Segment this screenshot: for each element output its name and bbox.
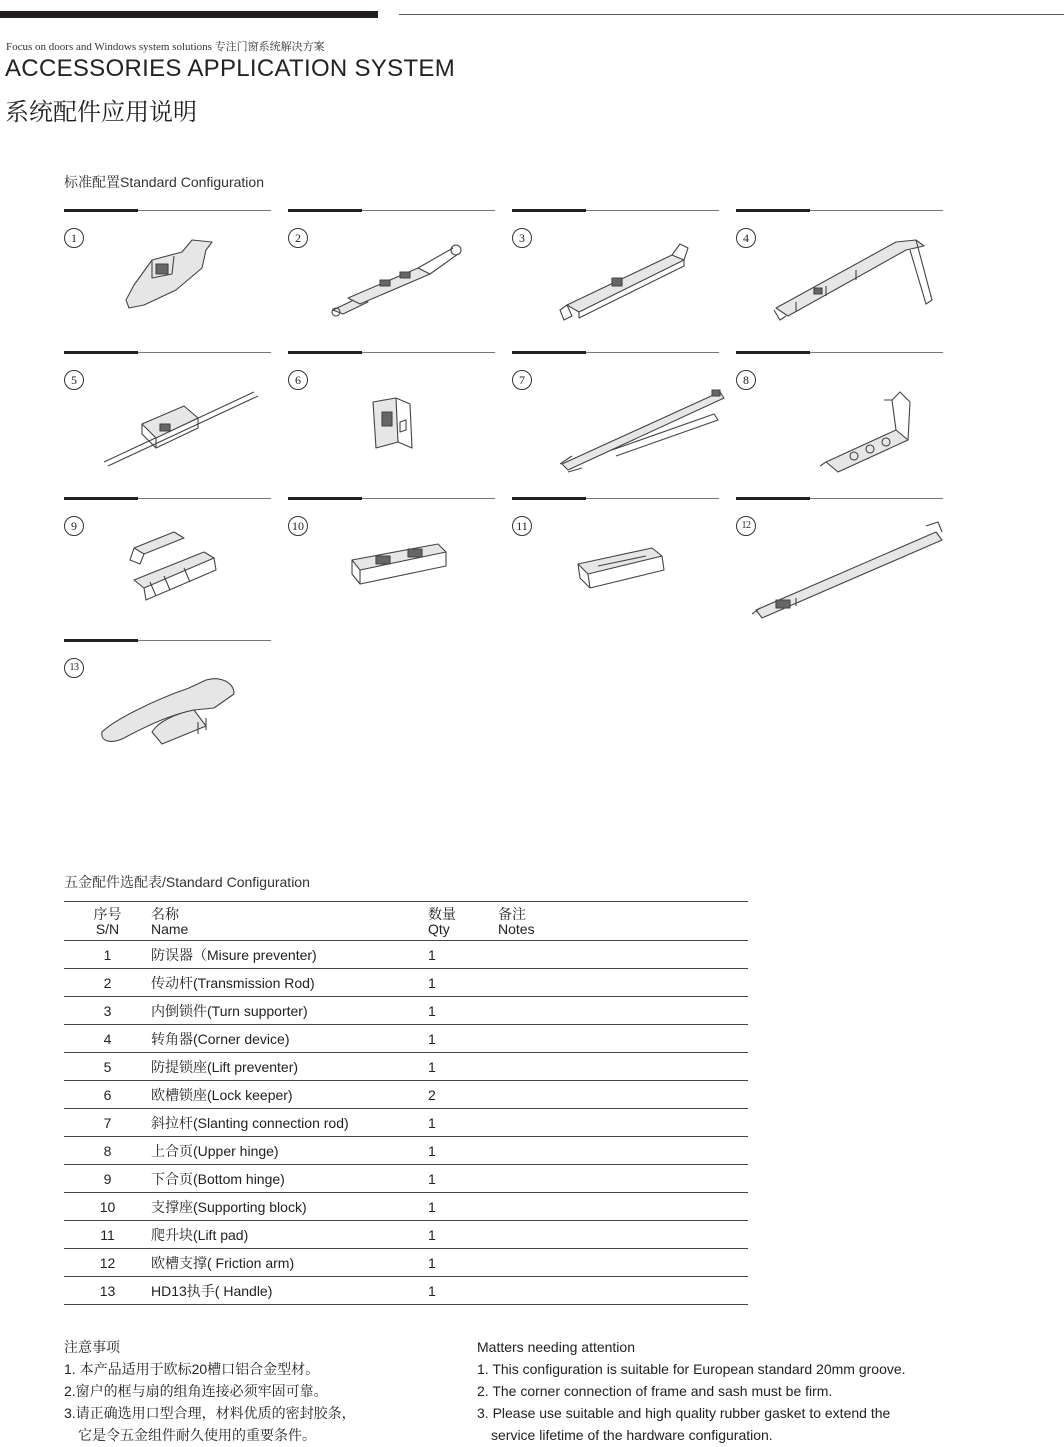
part-number-1: 1 [64,228,84,248]
slanting-connection-rod-illustration [542,372,712,472]
table-header-row [64,902,748,941]
gallery-label: 标准配置Standard Configuration [64,174,264,190]
table-row: 6 欧槽锁座(Lock keeper) 2 [64,1081,748,1109]
table-row: 8 上合页(Upper hinge) 1 [64,1137,748,1165]
part-number-12: 12 [736,516,756,536]
notes-en-title: Matters needing attention [477,1339,635,1355]
notes-en-line: service lifetime of the hardware configuration. [491,1427,773,1443]
part-cell-9 [64,498,271,628]
table-label: 五金配件选配表/Standard Configuration [64,874,310,890]
table-row: 4 转角器(Corner device) 1 [64,1025,748,1053]
corner-device-illustration [766,230,936,330]
notes-cn-title: 注意事项 [64,1339,120,1355]
part-cell-8 [736,352,943,482]
header-sn: 序号 S/N [93,906,122,937]
handle-illustration [94,660,264,760]
part-cell-10 [288,498,495,628]
upper-hinge-illustration [766,372,936,472]
header-thick-rule [0,11,378,18]
part-number-7: 7 [512,370,532,390]
part-number-3: 3 [512,228,532,248]
part-cell-7 [512,352,719,482]
misure-preventer-illustration [94,230,264,330]
table-row: 13 HD13执手( Handle) 1 [64,1277,748,1305]
part-cell-4 [736,210,943,340]
part-number-11: 11 [512,516,532,536]
notes-cn-line: 它是令五金组件耐久使用的重要条件。 [78,1427,316,1443]
turn-supporter-illustration [542,230,712,330]
lift-pad-illustration [542,518,712,618]
notes-cn [64,1336,356,1446]
table-row: 11 爬升块(Lift pad) 1 [64,1221,748,1249]
part-number-8: 8 [736,370,756,390]
part-number-5: 5 [64,370,84,390]
header-thin-rule [399,14,1064,15]
table-row: 12 欧槽支撑( Friction arm) 1 [64,1249,748,1277]
part-cell-1 [64,210,271,340]
friction-arm-illustration [766,518,936,618]
transmission-rod-illustration [318,230,488,330]
table-row: 1 防误器（Misure preventer) 1 [64,941,748,969]
part-cell-3 [512,210,719,340]
notes-cn-line: 1. 本产品适用于欧标20槽口铝合金型材。 [64,1361,320,1377]
header-notes: 备注 Notes [498,906,535,937]
notes-cn-line: 3.请正确选用口型合理，材料优质的密封胶条， [64,1405,356,1421]
part-cell-2 [288,210,495,340]
part-cell-11 [512,498,719,628]
part-number-4: 4 [736,228,756,248]
table-row: 7 斜拉杆(Slanting connection rod) 1 [64,1109,748,1137]
notes-en [477,1336,906,1446]
table-row: 3 内倒锁件(Turn supporter) 1 [64,997,748,1025]
table-row: 2 传动杆(Transmission Rod) 1 [64,969,748,997]
part-cell-13 [64,640,271,770]
part-number-9: 9 [64,516,84,536]
bottom-hinge-illustration [94,518,264,618]
supporting-block-illustration [318,518,488,618]
notes-en-line: 3. Please use suitable and high quality rubber gasket to extend the [477,1405,891,1421]
part-cell-6 [288,352,495,482]
part-cell-5 [64,352,271,482]
header-qty: 数量 Qty [428,906,456,937]
table-row: 5 防提锁座(Lift preventer) 1 [64,1053,748,1081]
part-number-6: 6 [288,370,308,390]
part-number-13: 13 [64,658,84,678]
notes-en-line: 1. This configuration is suitable for European standard 20mm groove. [477,1361,906,1377]
table-row: 10 支撑座(Supporting block) 1 [64,1193,748,1221]
header-name: 名称 Name [151,906,189,937]
lift-preventer-illustration [94,372,264,472]
configuration-table [64,901,748,1305]
part-number-2: 2 [288,228,308,248]
part-cell-12 [736,498,943,628]
lock-keeper-illustration [318,372,488,472]
part-number-10: 10 [288,516,308,536]
page-title-en: ACCESSORIES APPLICATION SYSTEM [5,55,455,82]
header-tagline: Focus on doors and Windows system solutions 专注门窗系统解决方案 [6,41,325,53]
notes-cn-line: 2.窗户的框与扇的组角连接必须牢固可靠。 [64,1383,328,1399]
table-row: 9 下合页(Bottom hinge) 1 [64,1165,748,1193]
notes-en-line: 2. The corner connection of frame and sash must be firm. [477,1383,833,1399]
page-title-cn: 系统配件应用说明 [5,99,197,126]
